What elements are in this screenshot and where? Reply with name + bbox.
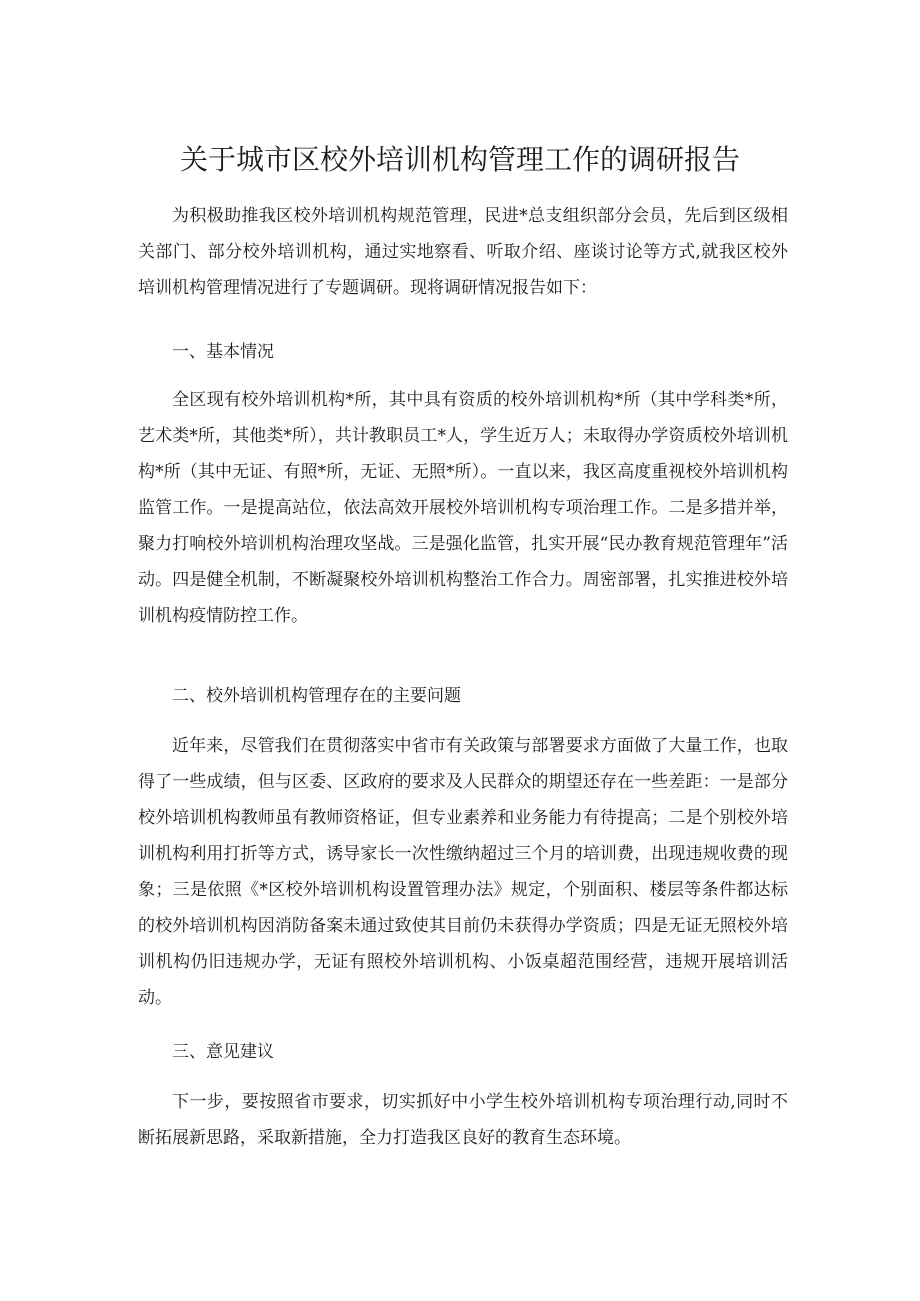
document-title: 关于城市区校外培训机构管理工作的调研报告 <box>179 143 740 176</box>
section-body-main-problems: 近年来，尽管我们在贯彻落实中省市有关政策与部署要求方面做了大量工作，也取得了一些成绩，但与区委、区政府的要求及人民群众的期望还存在一些差距：一是部分校外培训机构教师虽有教师资格证，但专业素养和业务能力有待提高；二是个别校外培训机构利用打折等方式，诱导家长一次性缴纳超过三个月的培训费，出现违规收费的现象；三是依照《*区校外培训机构设置管理办法》规定，个别面积、楼层等条件都达标的校外培训机构因消防备案未通过致使其目前仍未获得办学资质；四是无证无照校外培训机构仍旧违规办学，无证有照校外培训机构、小饭桌超范围经营，违规开展培训活动。 <box>138 736 788 1008</box>
section-heading-main-problems: 二、校外培训机构管理存在的主要问题 <box>172 686 461 706</box>
intro-paragraph: 为积极助推我区校外培训机构规范管理，民进*总支组织部分会员，先后到区级相关部门、部分校外培训机构，通过实地察看、听取介绍、座谈讨论等方式,就我区校外培训机构管理情况进行了专题调研。现将调研情况报告如下： <box>138 206 788 298</box>
section-body-suggestions: 下一步，要按照省市要求，切实抓好中小学生校外培训机构专项治理行动,同时不断拓展新思路，采取新措施，全力打造我区良好的教育生态环境。 <box>138 1092 788 1148</box>
section-heading-suggestions: 三、意见建议 <box>172 1042 274 1062</box>
section-heading-basic-situation: 一、基本情况 <box>172 342 274 362</box>
section-body-basic-situation: 全区现有校外培训机构*所，其中具有资质的校外培训机构*所（其中学科类*所，艺术类*所，其他类*所），共计教职员工*人，学生近万人；未取得办学资质校外培训机构*所（其中无证、有照*所，无证、无照*所）。一直以来，我区高度重视校外培训机构监管工作。一是提高站位，依法高效开展校外培训机构专项治理工作。二是多措并举，聚力打响校外培训机构治理攻坚战。三是强化监管，扎实开展“民办教育规范管理年”活动。四是健全机制，不断凝聚校外培训机构整治工作合力。周密部署，扎实推进校外培训机构疫情防控工作。 <box>138 390 788 626</box>
